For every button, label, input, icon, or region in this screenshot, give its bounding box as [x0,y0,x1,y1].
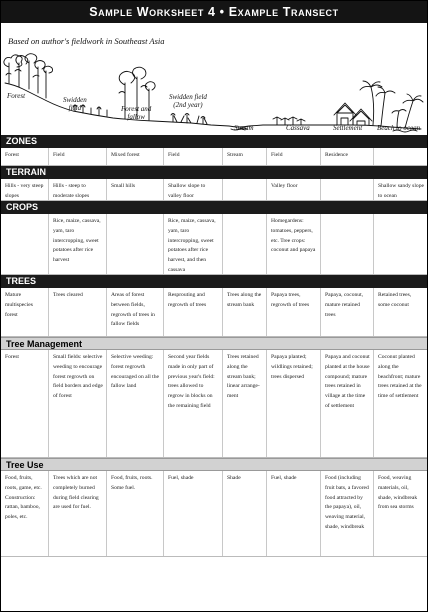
table-cell: Trees which are not completely burned during field clearing are used for fuel. [49,471,107,556]
table-row-tree-use [1,471,427,557]
table-cell [321,179,374,200]
transect-label-swidden-2nd-year: Swidden field (2nd year) [169,93,207,109]
table-cell: Food, weaving materials, oil, shade, windbreak from sea storms [378,475,418,511]
table-cell: Papaya planted; wildlings retained; trees dispersed [267,350,321,457]
table-cell: Coconut planted along the beachfront; mature trees retained at the time of settlement [378,354,422,400]
table-cell: Trees cleared [49,288,107,336]
table-cell: Small hills [107,179,164,200]
section-header-tree-management: Tree Management [1,337,427,350]
section-header-terrain: TERRAIN [1,166,427,179]
transect-label-settlement: Settlement [333,124,363,132]
table-cell: Field [267,148,321,165]
table-cell: Shallow slope to valley floor [164,179,223,200]
table-row-tree-management [1,350,427,458]
table-cell: Homegardens: tomatoes, peppers, etc. Tree crops: coconut and papaya [267,214,321,274]
table-cell [321,214,374,274]
table-cell: Small fields: selective weeding to encourage forest regrowth on field borders and edge of forest [49,350,107,457]
table-cell: Retained trees, some coconut [378,292,412,308]
table-cell: Forest [1,350,49,457]
table-cell: Residence [321,148,374,165]
table-row-terrain [1,179,427,201]
transect-label-forest: Forest [7,92,26,100]
table-cell: Hills - very steep slopes [1,179,49,200]
transect-drawing [1,49,427,137]
table-cell: Field [49,148,107,165]
table-cell: Resprouting and regrowth of trees [164,288,223,336]
table-cell: Rice, maize, cassava, yam, taro intercropping, sweet potatoes after rice harvest, and then cassava [164,214,223,274]
transect-table [1,135,427,557]
table-cell [1,214,49,274]
table-cell [107,214,164,274]
table-cell: Food, fruits, roots, game, etc. Construction: rattan, bamboo, poles, etc. [1,471,49,556]
table-row-trees [1,288,427,337]
table-cell: Shade [223,471,267,556]
section-header-trees: TREES [1,275,427,288]
table-cell: Areas of forest between fields, regrowth of trees in fallow fields [107,288,164,336]
table-cell: Mixed forest [107,148,164,165]
table-cell [223,214,267,274]
transect-label-cassava: Cassava [286,124,310,132]
table-cell: Fuel, shade [267,471,321,556]
table-cell: Mature multispecies forest [1,288,49,336]
section-header-zones: ZONES [1,135,427,148]
table-cell: Rice, maize, cassava, yam, taro intercropping, sweet potatoes after rice harvest [49,214,107,274]
table-cell: Hills - steep to moderate slopes [49,179,107,200]
table-cell [223,179,267,200]
transect-label-swidden-field: Swidden field [63,96,87,112]
table-cell: Papaya, coconut, mature retained trees [321,288,374,336]
table-cell: Valley floor [267,179,321,200]
section-header-crops: CROPS [1,201,427,214]
table-cell: Second year fields made in only part of previous year's field: trees allowed to regrow in blocks on the remaining field [164,350,223,457]
table-row-crops [1,214,427,275]
table-cell: Shallow sandy slope to ocean [378,183,424,199]
table-cell: Papaya and coconut planted at the house compound; mature trees retained in village at the time of settlement [321,350,374,457]
table-cell: Fuel, shade [164,471,223,556]
table-cell [374,214,427,274]
table-row-zones [1,148,427,166]
table-cell: Food (including fruit bats, a favored food attracted by the papaya), oil, weaving material, shade, windbreak [321,471,374,556]
transect-label-stream: Stream [234,124,254,132]
worksheet-subtitle: Based on author's fieldwork in Southeast Asia [8,36,165,46]
table-cell: Stream [223,148,267,165]
transect-label-forest-and-fallow: Forest and fallow [121,105,152,121]
transect-label-beach-to-ocean: Beach to ocean [377,124,421,132]
table-cell: Food, fruits, roots. Some fuel. [107,471,164,556]
table-cell: Field [164,148,223,165]
section-header-tree-use: Tree Use [1,458,427,471]
worksheet-title: Sample Worksheet 4 • Example Transect [1,1,427,23]
table-cell: Trees retained along the stream bank; linear arrange-ment [223,350,267,457]
transect-illustration [1,49,427,137]
table-cell: Trees along the stream bank [223,288,267,336]
table-cell: Forest [1,148,49,165]
table-cell [374,148,427,165]
table-cell: Papaya trees, regrowth of trees [267,288,321,336]
table-cell: Selective weeding: forest regrowth encouraged on all the fallow land [107,350,164,457]
